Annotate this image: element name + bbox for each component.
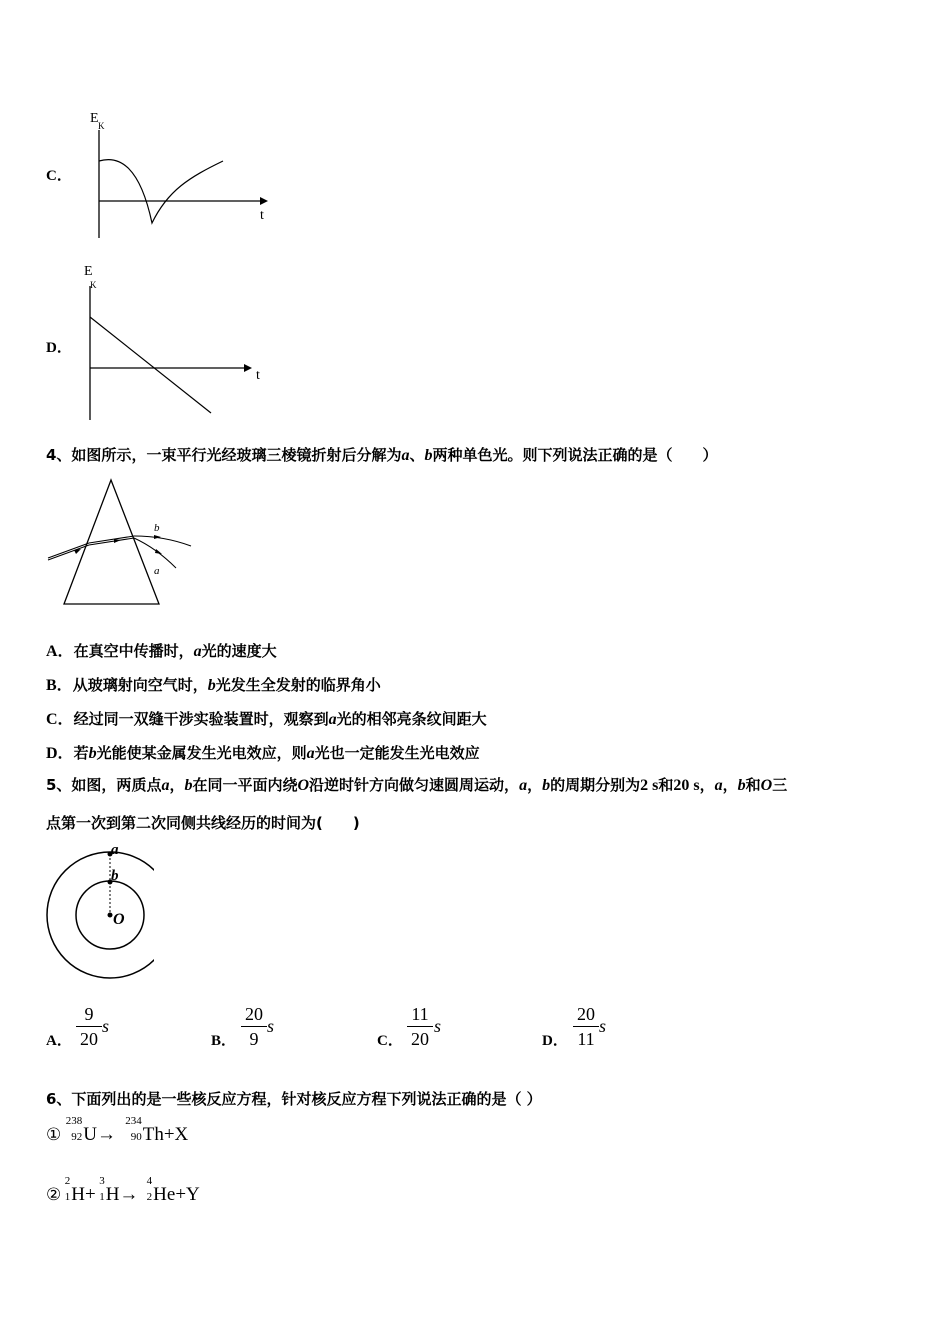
q4-option-b: B．从玻璃射向空气时，b光发生全发射的临界角小: [46, 676, 381, 694]
q5-option-a-letter: A．: [46, 1033, 72, 1049]
q3-option-c-graph: [80, 105, 280, 245]
q3-d-xlabel: t: [256, 368, 260, 383]
q4-option-d: D．若b光能使某金属发生光电效应，则a光也一定能发生光电效应: [46, 744, 480, 762]
q5-option-a-unit: s: [102, 1016, 110, 1036]
q5-stem-line1: 5、如图，两质点a，b在同一平面内绕O沿逆时针方向做匀速圆周运动，a，b的周期分别为2 s和20 s，a，b和O三: [46, 776, 788, 794]
q4-label-a: a: [154, 565, 160, 577]
q6-equation-2: ② 2 1 H+ 3 1 H→ 4 2 He+Y: [46, 1175, 200, 1205]
q3-c-xlabel: t: [260, 208, 264, 223]
q3-c-ylabel: E: [90, 111, 99, 126]
q5-option-b-fraction: 20 9: [241, 1003, 267, 1050]
q5-option-c-fraction: 11 20: [407, 1003, 433, 1050]
q5-option-a-fraction: 9 20: [76, 1003, 102, 1050]
q5-option-c-letter: C．: [377, 1033, 403, 1049]
q5-label-b: b: [111, 868, 119, 884]
q4-stem: 4、如图所示，一束平行光经玻璃三棱镜折射后分解为a、b两种单色光。则下列说法正确的是（ ）: [46, 446, 718, 464]
q5-stem-line2: 点第一次到第二次同侧共线经历的时间为( ): [46, 814, 360, 832]
q5-circles-figure: [44, 838, 154, 983]
q4-label-b: b: [154, 522, 160, 534]
q3-option-d-label: D．: [46, 340, 72, 356]
q5-option-d-unit: s: [599, 1016, 607, 1036]
q5-label-a: a: [111, 842, 119, 858]
q3-c-ysub: K: [98, 121, 105, 131]
q4-prism-figure: [44, 476, 204, 611]
q6-equation-1: ① 238 92 U→ 234 90 Th+X: [46, 1115, 189, 1145]
q4-option-c: C．经过同一双缝干涉实验装置时，观察到a光的相邻亮条纹间距大: [46, 710, 487, 728]
q5-option-b-unit: s: [267, 1016, 275, 1036]
q5-option-b-letter: B．: [211, 1033, 237, 1049]
q6-stem: 6、下面列出的是一些核反应方程，针对核反应方程下列说法正确的是（ ）: [46, 1090, 542, 1108]
q3-d-ysub: K: [90, 280, 97, 290]
q3-option-c-label: C．: [46, 168, 72, 184]
q3-d-ylabel: E: [84, 264, 93, 279]
q5-option-d-letter: D．: [542, 1033, 568, 1049]
q4-option-a: A．在真空中传播时，a光的速度大: [46, 642, 277, 660]
q5-option-d-fraction: 20 11: [573, 1003, 599, 1050]
q5-option-c-unit: s: [434, 1016, 442, 1036]
q5-label-o: O: [113, 911, 125, 928]
q3-option-d-graph: [75, 258, 275, 423]
